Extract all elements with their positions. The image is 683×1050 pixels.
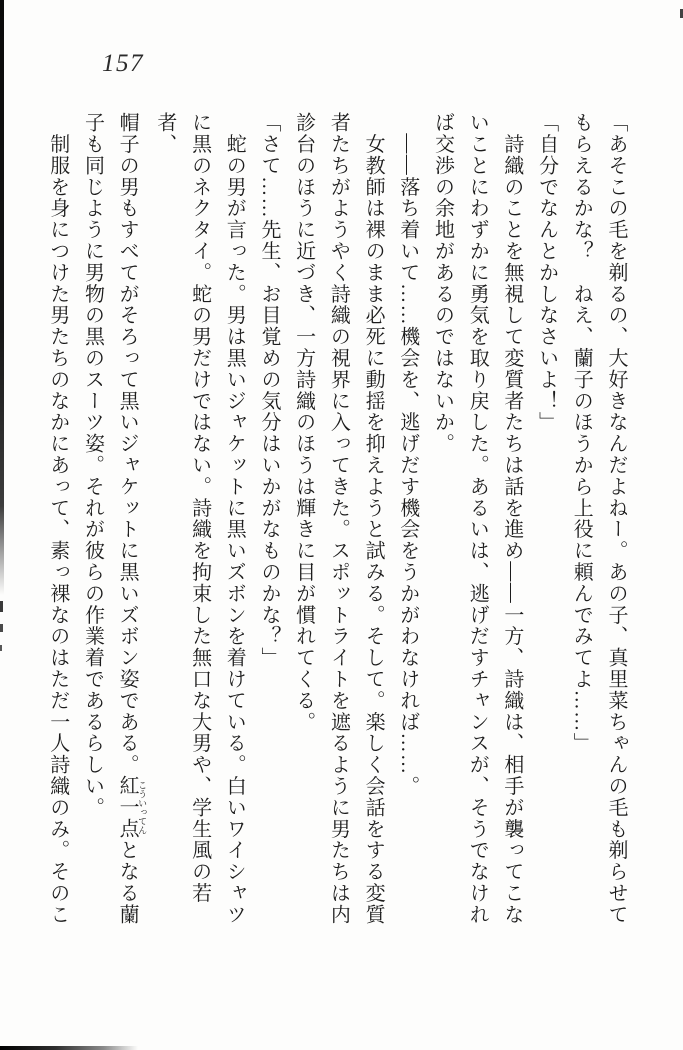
text-line: 「自分でなんとかしなさいよ！」: [535, 112, 558, 433]
text-line: 帽子の男もすべてがそろって黒いジャケットに黒いズボン姿である。紅一点 こういってんとなる蘭: [116, 112, 148, 926]
text-line: 者たちがようやく詩織の視界に入ってきた。スポットライトを遮るように男たちは内: [327, 112, 350, 926]
text-line: いことにわずかに勇気を取り戻した。あるいは、逃げだすチャンスが、そうでなけれ: [466, 112, 489, 926]
text-line: ば交渉の余地があるのではないか。: [431, 112, 454, 455]
text-line: 女教師は裸のまま必死に動揺を抑えようと試みる。そして。楽しく会話をする変質: [362, 112, 385, 926]
text-line: 「さて……先生、お目覚めの気分はいかがなものかな？」: [257, 112, 280, 669]
text-line: ――落ち着いて……機会を、逃げだす機会をうかがわなければ……。: [396, 112, 419, 797]
vertical-text-block: [40, 112, 633, 946]
scan-artifact-left-tick: [0, 645, 2, 651]
ruby-annotated-word: 紅一点 こういってん: [116, 775, 148, 840]
scan-artifact-left-tick: [0, 624, 3, 632]
text-line: 診台のほうに近づき、一方詩織のほうは輝きに目が慣れてくる。: [292, 112, 315, 733]
text-line: 詩織のことを無視して変質者たちは話を進め――一方、詩織は、相手が襲ってこな: [500, 112, 523, 926]
text-line: に黒のネクタイ。蛇の男だけではない。詩織を拘束した無口な大男や、学生風の若者、: [153, 112, 211, 904]
text-line: 「あそこの毛を剃るの、大好きなんだよねー。あの子、真里菜ちゃんの毛も剃らせて: [605, 112, 627, 926]
scan-artifact-left-tick: [0, 601, 3, 612]
page-number: 157: [102, 50, 144, 77]
text-line: 制服を身につけた男たちのなかにあって、素っ裸なのはただ一人詩織のみ。そのこ: [46, 112, 69, 926]
text-line: 子も同じように男物の黒のスーツ姿。それが彼らの作業着であるらしい。: [81, 112, 104, 819]
scan-artifact-bottom-edge: [0, 1046, 138, 1050]
text-line: もらえるかな？ ねえ、蘭子のほうから上役に頼んでみてよ……」: [570, 112, 593, 754]
text-line: 蛇の男が言った。男は黒いジャケットに黒いズボンを着けている。白いワイシャツ: [223, 112, 246, 926]
scan-artifact-left-edge: [0, 0, 4, 595]
